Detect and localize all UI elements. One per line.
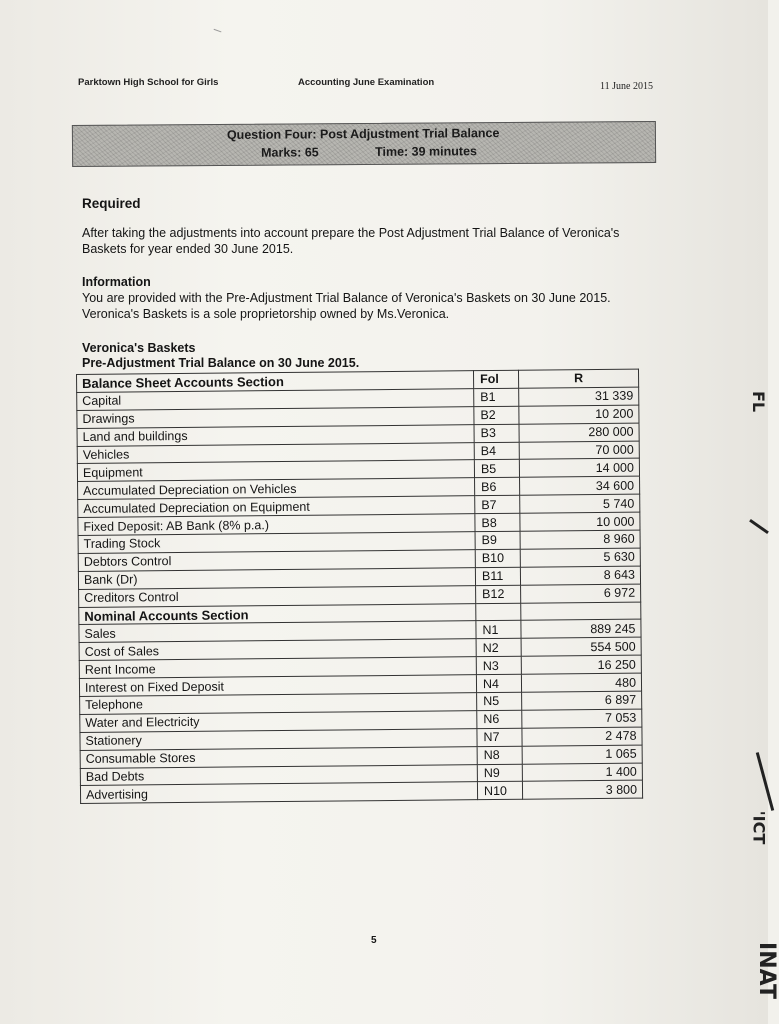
edge-text-fragment: 'ICT [749, 810, 769, 845]
account-name: Rent Income [79, 657, 476, 679]
trial-balance-table [76, 369, 643, 805]
school-name: Parktown High School for Girls [78, 77, 219, 88]
statement-title: Pre-Adjustment Trial Balance on 30 June 2015. [82, 356, 360, 370]
fol-cell: N8 [477, 746, 522, 764]
amount-cell: 16 250 [521, 655, 641, 674]
amount-cell: 10 200 [519, 405, 639, 424]
account-name: Debtors Control [78, 550, 475, 572]
fol-cell: B9 [475, 531, 520, 549]
fol-cell: B1 [474, 388, 519, 406]
amount-cell: 70 000 [519, 441, 639, 460]
amount-cell [521, 602, 641, 621]
exam-title: Accounting June Examination [298, 77, 435, 88]
fol-cell: N9 [477, 764, 522, 782]
fol-cell: N10 [477, 782, 522, 800]
edge-text-fragment: FL [749, 390, 769, 413]
amount-cell: 8 960 [520, 530, 640, 549]
account-name: Interest on Fixed Deposit [79, 675, 476, 697]
account-name: Bank (Dr) [78, 567, 475, 589]
amount-cell: 6 972 [521, 584, 641, 603]
account-name: Accumulated Depreciation on Vehicles [78, 478, 475, 500]
fol-cell: B3 [474, 424, 519, 442]
fol-cell: B12 [476, 585, 521, 603]
amount-cell: 3 800 [522, 781, 642, 800]
page-number: 5 [371, 935, 377, 946]
fol-cell: B2 [474, 406, 519, 424]
amount-cell: 34 600 [520, 476, 640, 495]
account-name: Land and buildings [77, 424, 474, 446]
question-banner [72, 121, 656, 167]
account-name: Consumable Stores [80, 746, 477, 768]
section-title: Balance Sheet Accounts Section [77, 371, 474, 393]
fol-cell: N2 [476, 639, 521, 657]
fol-cell: B10 [475, 549, 520, 567]
question-marks: Marks: 65 [261, 145, 319, 160]
account-name: Creditors Control [79, 585, 476, 607]
amount-cell: 6 897 [522, 691, 642, 710]
fol-cell: N6 [477, 710, 522, 728]
fol-cell: B4 [474, 442, 519, 460]
account-name: Fixed Deposit: AB Bank (8% p.a.) [78, 514, 475, 536]
amount-cell: 889 245 [521, 620, 641, 639]
amount-cell: 8 643 [520, 566, 640, 585]
account-name: Drawings [77, 406, 474, 428]
account-name: Sales [79, 621, 476, 643]
amount-cell: 5 740 [520, 494, 640, 513]
information-heading: Information [82, 275, 151, 289]
question-title: Question Four: Post Adjustment Trial Balance [226, 126, 500, 142]
business-name: Veronica's Baskets [82, 341, 196, 355]
fol-cell: B7 [475, 495, 520, 513]
account-name: Stationery [80, 728, 477, 750]
section-title: Nominal Accounts Section [79, 603, 476, 625]
account-name: Telephone [80, 693, 477, 715]
amount-cell: 280 000 [519, 423, 639, 442]
account-name: Trading Stock [78, 532, 475, 554]
amount-column-header: R [518, 369, 638, 388]
fol-cell: N3 [476, 656, 521, 674]
amount-cell: 1 065 [522, 745, 642, 764]
amount-cell: 7 053 [522, 709, 642, 728]
account-name: Equipment [77, 460, 474, 482]
account-name: Cost of Sales [79, 639, 476, 661]
fol-cell: B6 [475, 478, 520, 496]
required-text: After taking the adjustments into account prepare the Post Adjustment Trial Balance of Veronica's Baskets for year ended 30 June 2015. [82, 226, 620, 256]
edge-text-fragment: INAT [753, 942, 779, 999]
fol-column-header: Fol [473, 370, 518, 388]
trial-balance-body [77, 369, 643, 804]
account-name: Accumulated Depreciation on Equipment [78, 496, 475, 518]
fol-cell [476, 603, 521, 621]
amount-cell: 480 [521, 673, 641, 692]
amount-cell: 14 000 [519, 459, 639, 478]
information-text: You are provided with the Pre-Adjustment Trial Balance of Veronica's Baskets on 30 June 2015. Veronica's Baskets is a sole proprietorship owned by Ms.Veronica. [82, 291, 611, 321]
fol-cell: N4 [476, 674, 521, 692]
fol-cell: N7 [477, 728, 522, 746]
account-name: Advertising [80, 782, 477, 804]
amount-cell: 31 339 [519, 387, 639, 406]
account-name: Vehicles [77, 442, 474, 464]
exam-date: 11 June 2015 [600, 81, 653, 92]
fol-cell: B8 [475, 513, 520, 531]
amount-cell: 10 000 [520, 512, 640, 531]
fol-cell: B5 [474, 460, 519, 478]
amount-cell: 5 630 [520, 548, 640, 567]
amount-cell: 1 400 [522, 763, 642, 782]
fol-cell: B11 [475, 567, 520, 585]
amount-cell: 2 478 [522, 727, 642, 746]
account-name: Water and Electricity [80, 711, 477, 733]
required-heading: Required [82, 196, 141, 211]
account-name: Bad Debts [80, 764, 477, 786]
fol-cell: N5 [477, 692, 522, 710]
amount-cell: 554 500 [521, 637, 641, 656]
question-time: Time: 39 minutes [375, 144, 477, 159]
account-name: Capital [77, 389, 474, 411]
fol-cell: N1 [476, 621, 521, 639]
